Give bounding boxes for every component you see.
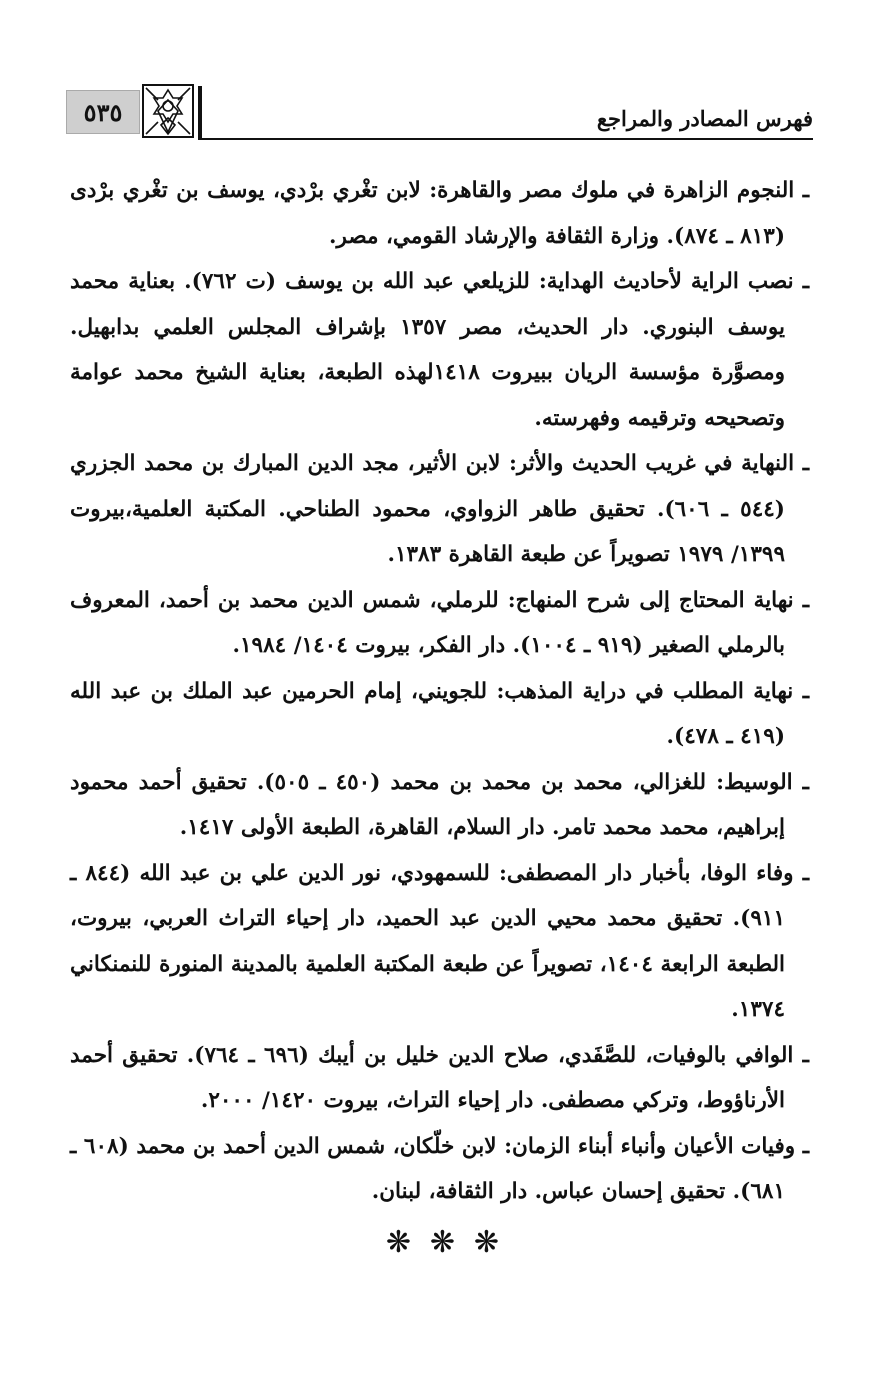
bibliography-entry: ـ وفاء الوفا، بأخبار دار المصطفى: للسمهودي، نور الدين علي بن عبد الله (٨٤٤ ـ ٩١١). تحقيق محمد محيي الدين عبد الحميد، دار إحياء التراث العربي، بيروت، الطبعة الرابعة ١٤٠٤، تصويراً عن طبعة المكتبة العلمية بالمدينة المنورة للنمنكاني ١٣٧٤. [70, 860, 809, 1022]
star-ornament-icon: ❋ [429, 1225, 456, 1260]
running-title: فهرس المصادر والمراجع [596, 106, 813, 131]
header-divider [198, 86, 202, 140]
bibliography-entry: ـ الوسيط: للغزالي، محمد بن محمد بن محمد (٤٥٠ ـ ٥٠٥). تحقيق أحمد محمود إبراهيم، محمد محمد تامر. دار السلام، القاهرة، الطبعة الأولى ١٤١٧. [70, 769, 809, 840]
bibliography-entry: ـ النجوم الزاهرة في ملوك مصر والقاهرة: لابن تغْري برْدي، يوسف بن تغْري برْدى (٨١٣ ـ ٨٧٤). وزارة الثقافة والإرشاد القومي، مصر. [70, 178, 809, 249]
bibliography-entry: ـ نهاية المطلب في دراية المذهب: للجويني، إمام الحرمين عبد الملك بن عبد الله (٤١٩ ـ ٤٧٨). [70, 678, 809, 749]
bibliography-list [70, 168, 809, 1215]
star-ornament-icon: ❋ [473, 1225, 500, 1260]
end-ornament [0, 1226, 885, 1260]
page-header [66, 84, 813, 140]
page-number: ٥٣٥ [66, 90, 140, 134]
bibliography-entry: ـ نهاية المحتاج إلى شرح المنهاج: للرملي، شمس الدين محمد بن أحمد، المعروف بالرملي الصغير (٩١٩ ـ ١٠٠٤). دار الفكر، بيروت ١٤٠٤/ ١٩٨٤. [70, 587, 809, 658]
star-ornament-icon: ❋ [385, 1225, 412, 1260]
bibliography-entry: ـ وفيات الأعيان وأنباء أبناء الزمان: لابن خلّكان، شمس الدين أحمد بن محمد (٦٠٨ ـ ٦٨١). تحقيق إحسان عباس. دار الثقافة، لبنان. [70, 1133, 809, 1204]
bibliography-entry: ـ نصب الراية لأحاديث الهداية: للزيلعي عبد الله بن يوسف (ت ٧٦٢). بعناية محمد يوسف البنوري. دار الحديث، مصر ١٣٥٧ بإشراف المجلس العلمي بدابهيل. ومصوَّرة مؤسسة الريان ببيروت ١٤١٨لهذه الطبعة، بعناية الشيخ محمد عوامة وتصحيحه وترقيمه وفهرسته. [70, 269, 809, 431]
header-rule [201, 138, 813, 140]
bibliography-entry: ـ الوافي بالوفيات، للصَّفَدي، صلاح الدين خليل بن أيبك (٦٩٦ ـ ٧٦٤). تحقيق أحمد الأرناؤوط، وتركي مصطفى. دار إحياء التراث، بيروت ١٤٢٠/ ٢٠٠٠. [70, 1042, 809, 1113]
geometric-star-ornament-icon [142, 84, 194, 138]
bibliography-entry: ـ النهاية في غريب الحديث والأثر: لابن الأثير، مجد الدين المبارك بن محمد الجزري (٥٤٤ ـ ٦٠٦). تحقيق طاهر الزواوي، محمود الطناحي. المكتبة العلمية،بيروت ١٣٩٩/ ١٩٧٩ تصويراً عن طبعة القاهرة ١٣٨٣. [70, 451, 809, 567]
